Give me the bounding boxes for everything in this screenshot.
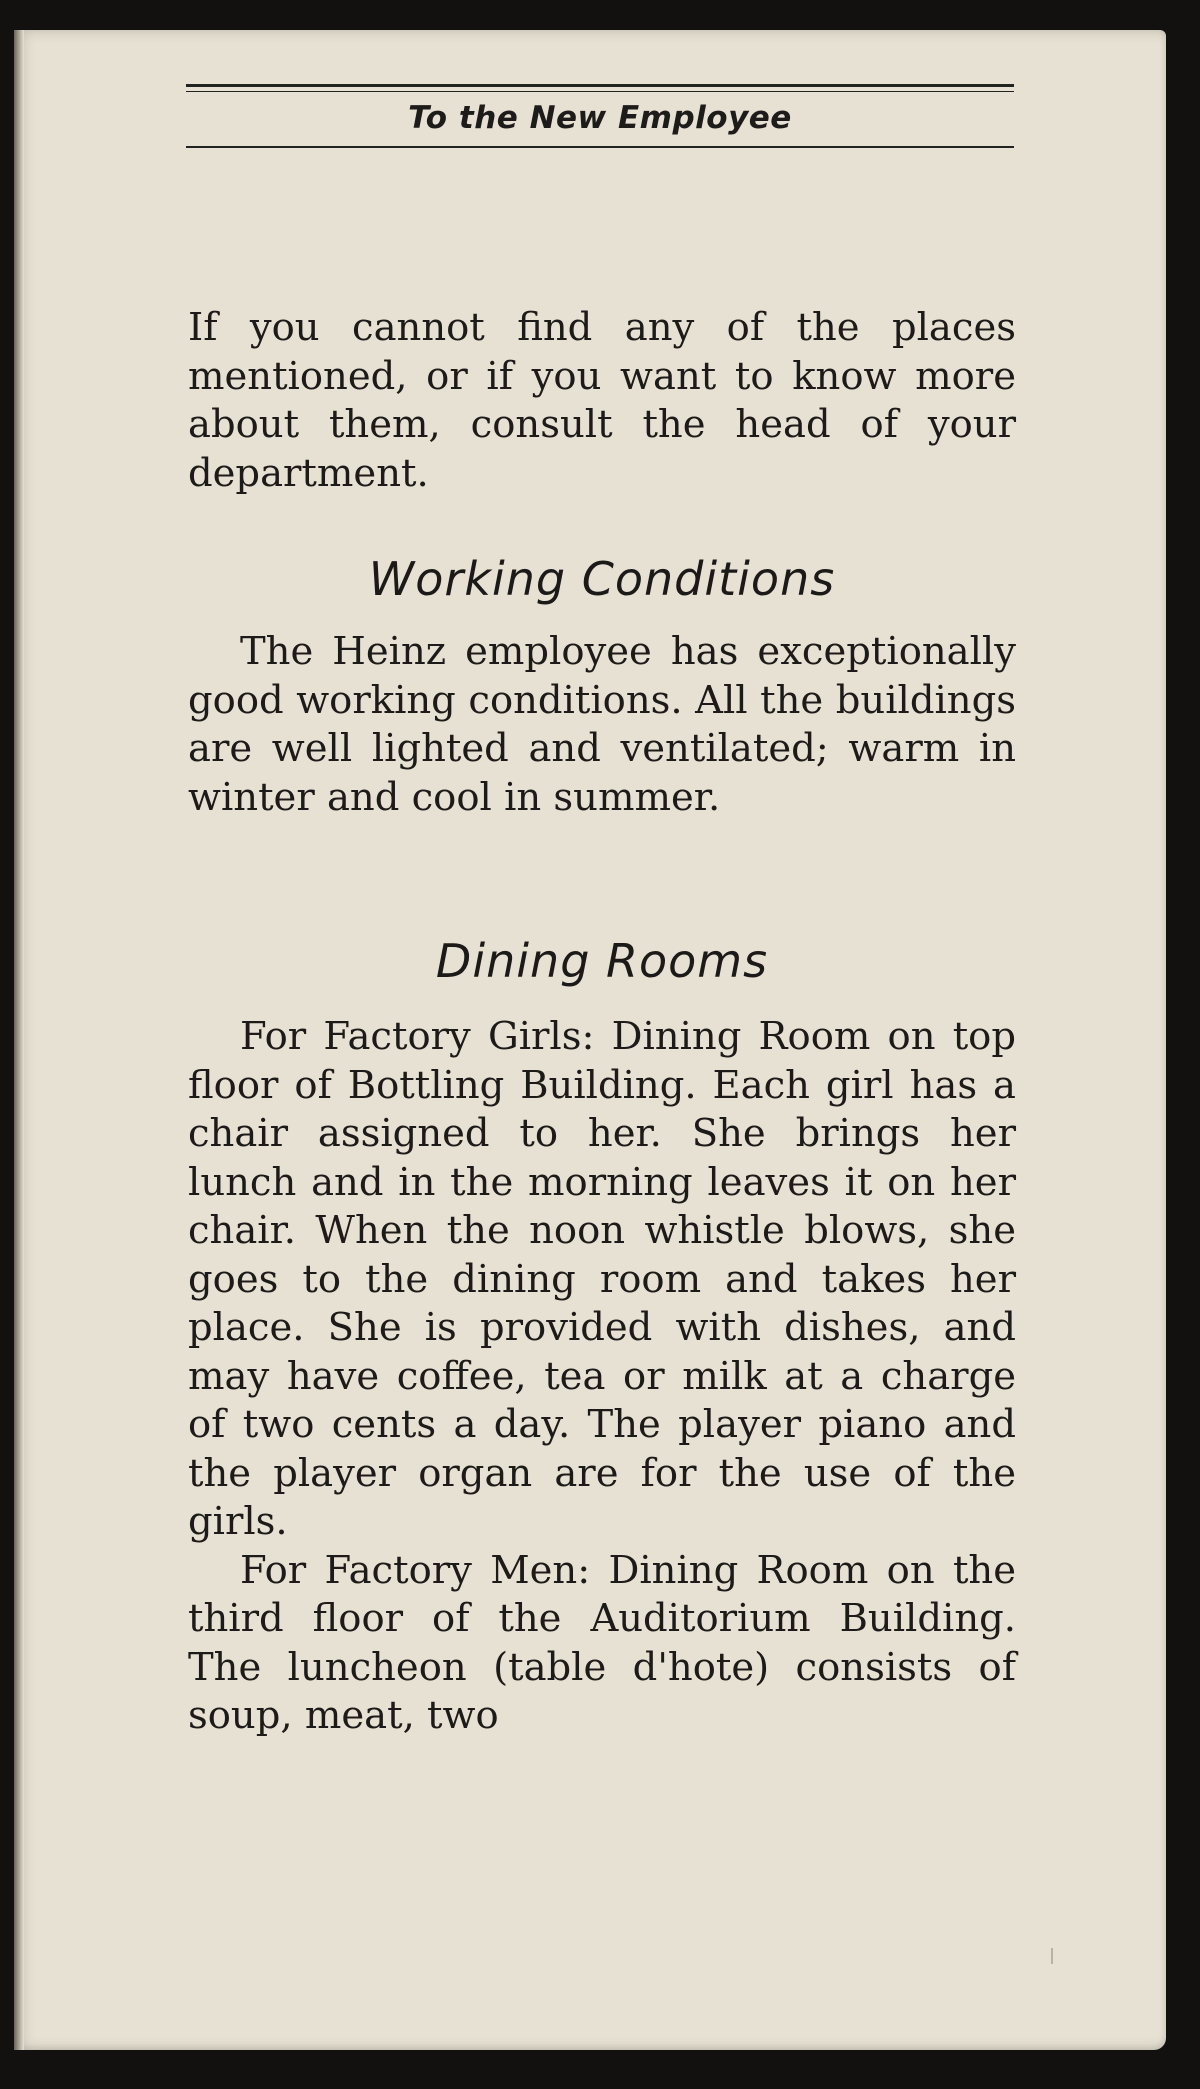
header-rule-top-thin bbox=[186, 91, 1014, 92]
section-heading-working-conditions: Working Conditions bbox=[368, 552, 836, 606]
section-heading-dining-rooms: Dining Rooms bbox=[435, 934, 769, 988]
header-rule-top bbox=[186, 84, 1014, 87]
intro-paragraph: If you cannot find any of the places mentioned, or if you want to know more about them, consult the head of your department. bbox=[188, 305, 1016, 496]
running-header bbox=[186, 84, 1014, 148]
dining-rooms-block bbox=[188, 1013, 1016, 1741]
dining-rooms-girls-paragraph: For Factory Girls: Dining Room on top floor of Bottling Building. Each girl has a chair assigned to her. She brings her lunch and in the morning leaves it on her chair. When the noon whistle blows, she goes to the dining room and takes her place. She is provided with dishes, and may have coffee, tea or milk at a charge of two cents a day. The player piano and the player organ are for the use of the girls. bbox=[188, 1014, 1016, 1544]
page-gutter-shadow bbox=[14, 30, 24, 2050]
intro-block bbox=[188, 304, 1016, 498]
paper-speck bbox=[1051, 1948, 1053, 1964]
working-conditions-paragraph: The Heinz employee has exceptionally good working conditions. All the buildings are well lighted and ventilated; warm in winter and cool in summer. bbox=[188, 629, 1016, 820]
working-conditions-block bbox=[188, 628, 1016, 822]
header-rule-bottom bbox=[186, 146, 1014, 148]
running-head-title: To the New Employee bbox=[408, 100, 792, 136]
dining-rooms-men-paragraph: For Factory Men: Dining Room on the third floor of the Auditorium Building. The luncheon (table d'hote) consists of soup, meat, two bbox=[188, 1547, 1016, 1738]
